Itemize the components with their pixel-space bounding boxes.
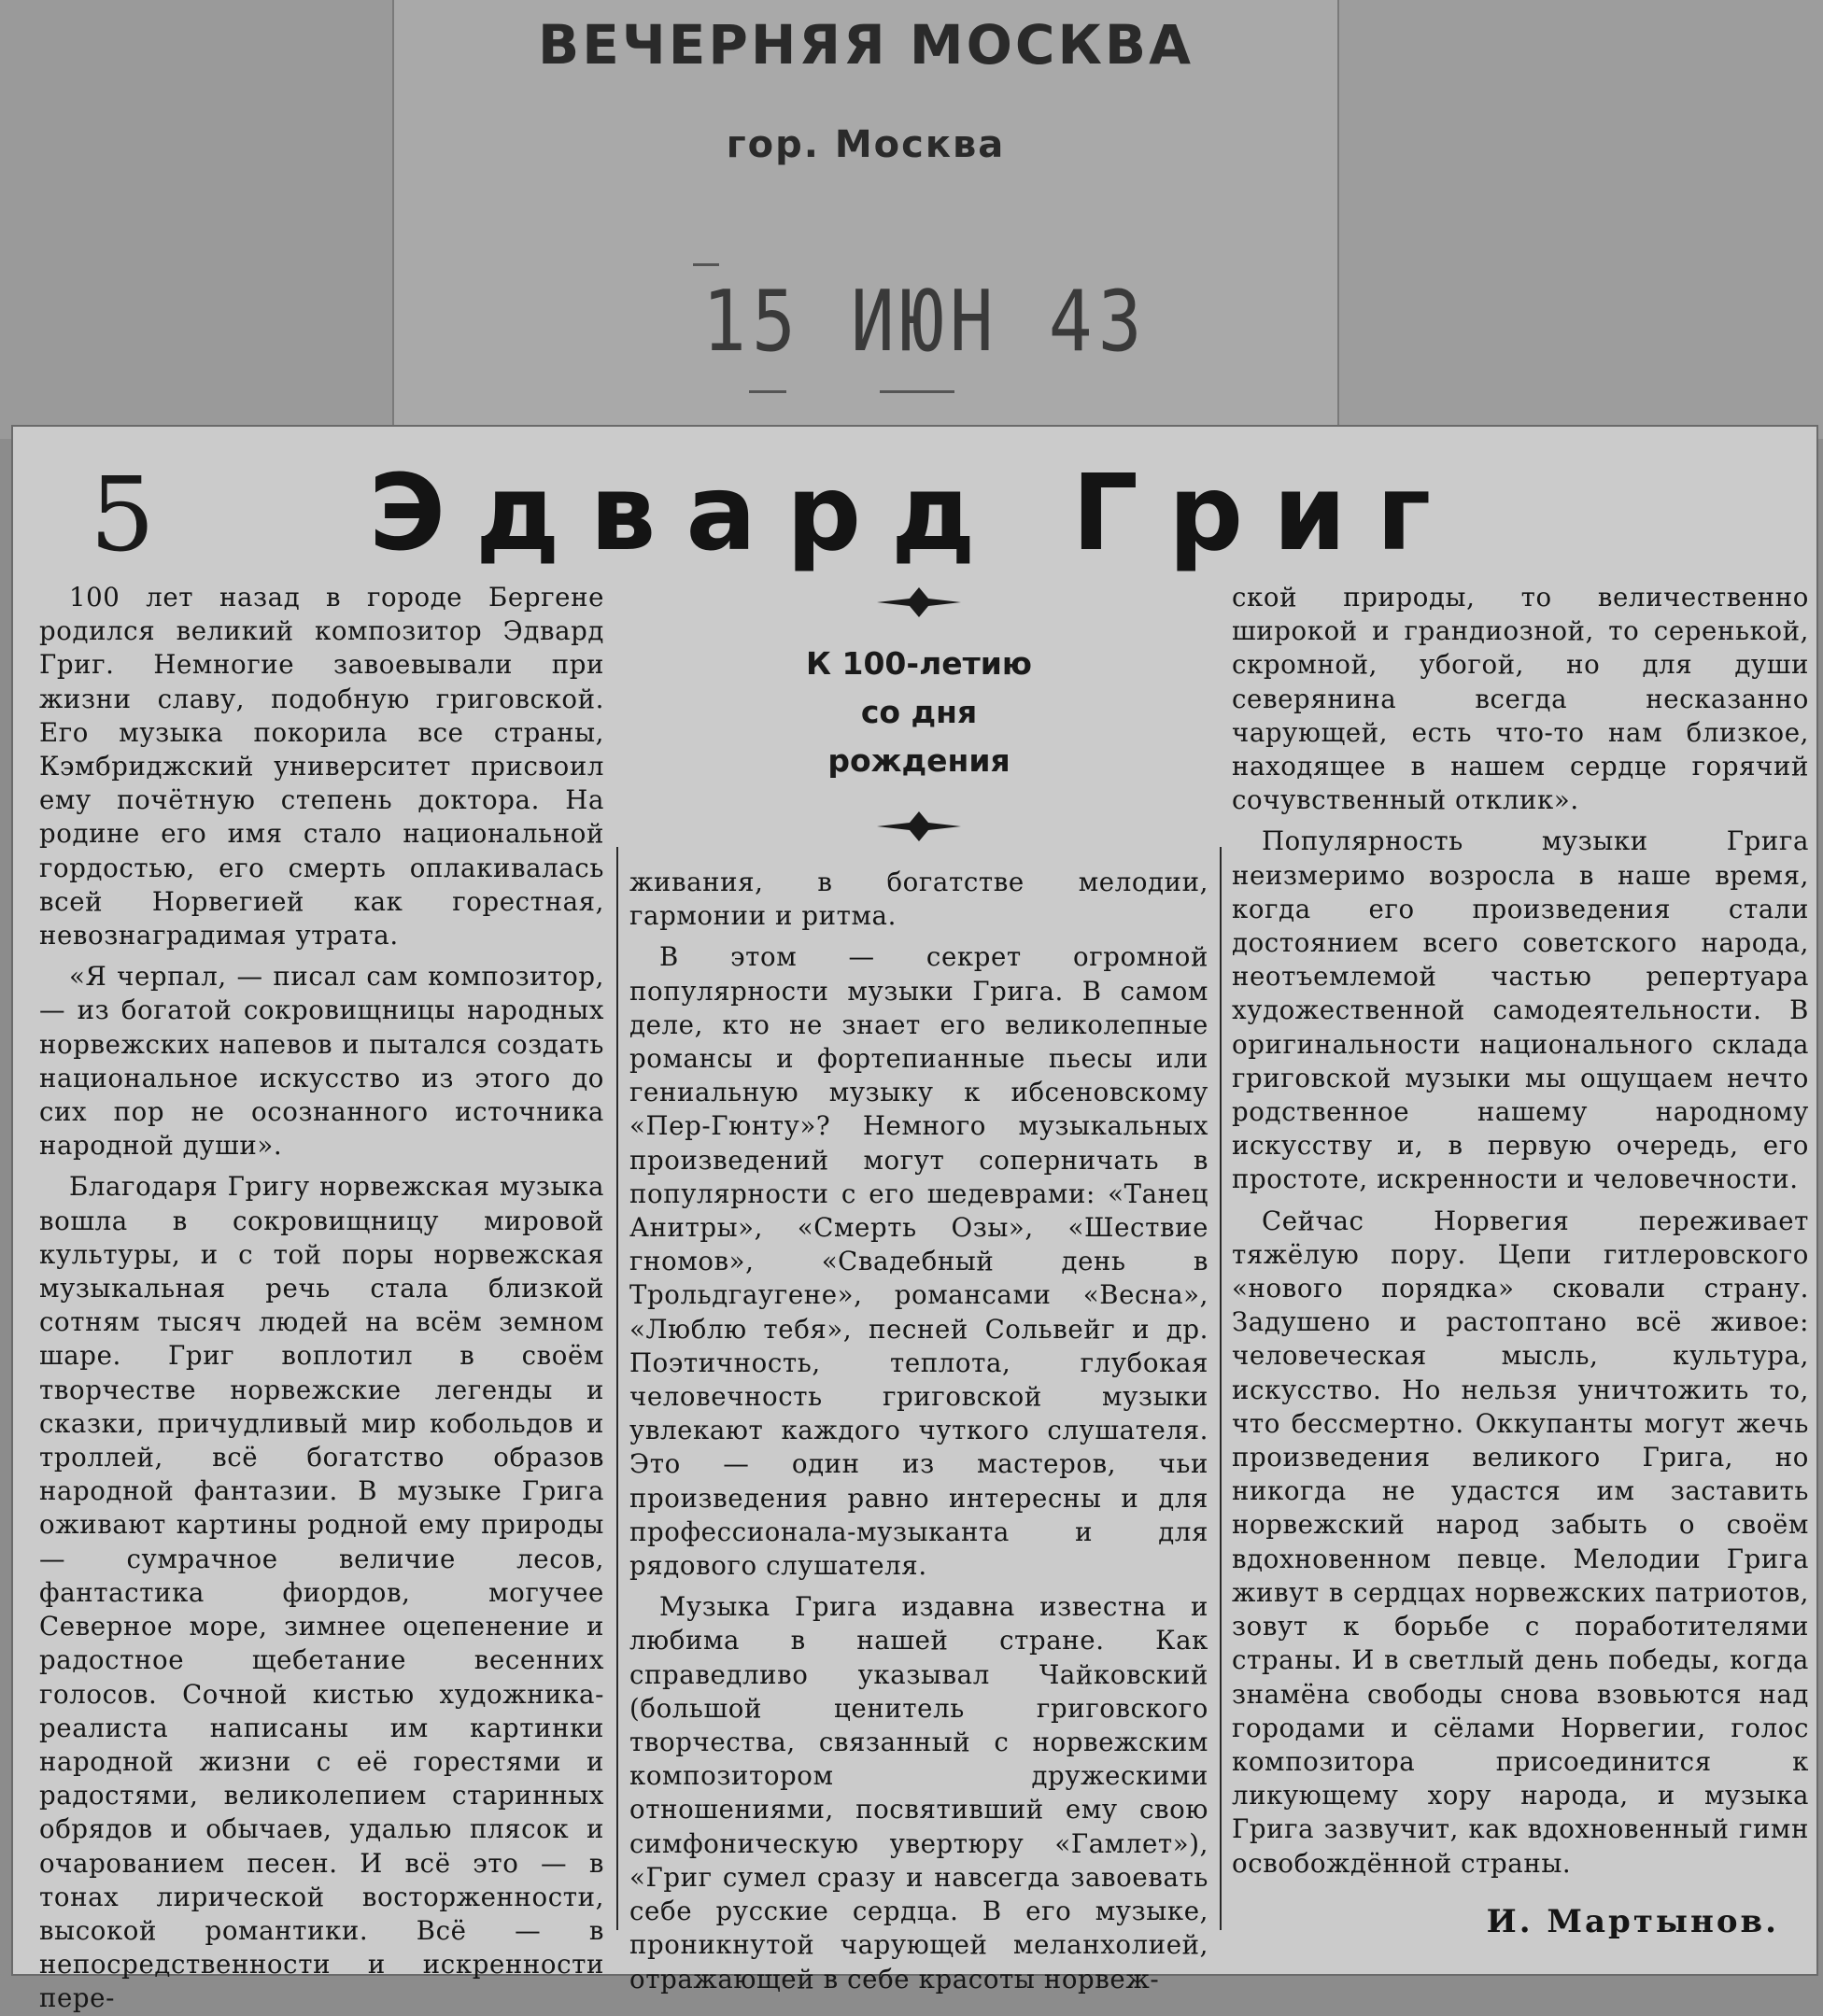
diamond-ornament-icon [877,810,961,843]
article-clipping [11,425,1818,2014]
backing-board-right [1335,0,1823,439]
stamp-dash-mark [749,390,786,393]
article-column-1 [39,581,604,2016]
stamp-dash-mark [880,390,954,393]
paragraph: Музыка Грига издавна известна и любима в нашей стране. Как справедливо указывал Чайковский (большой ценитель григовского творчества, связанный с норвежским композитором дружескими отношениями, посвятивший ему свою симфоническую увертюру «Гамлет»), «Григ сумел сразу и навсегда завоевать себе русские сердца. В его музыке, проникнутой чарующей меланхолией, отражающей в себе красоты норвеж- [629,1591,1208,1995]
paragraph: Благодаря Григу норвежская музыка вошла в сокровищницу мировой культуры, и с той поры норвежская музыкальная речь стала близкой сотням тысяч людей на всём земном шаре. Григ воплотил в своём творчестве норвежские легенды и сказки, причудливый мир кобольдов и троллей, всё богатство образов народной фантазии. В музыке Грига оживают картины родной ему природы — сумрачное величие лесов, фантастика фиордов, могучее Северное море, зимнее оцепенение и радостное щебетание весенних голосов. Сочной кистью художника-реалиста написаны им картинки народной жизни с её горестями и радостями, великолепием старинных обрядов и обычаев, удалью плясок и очарованием песен. И всё это — в тонах лирической восторженности, высокой романтики. Всё — в непосредственности и искренности пере- [39,1171,604,2014]
article-column-2 [629,866,1208,1996]
subtitle-line: со дня [860,694,978,730]
subtitle-line: рождения [827,742,1010,779]
date-stamp: 15 ИЮН 43 [702,274,1148,371]
paragraph: В этом — секрет огромной популярности музыки Грига. В самом деле, кто не знает его великолепные романсы и фортепианные пьесы или гениальную музыку к ибсеновскому «Пер-Гюнту»? Немного музыкальных произведений могут соперничать в популярности с его шедеврами: «Танец Анитры», «Смерть Озы», «Шествие гномов», «Свадебный день в Трольдгаугене», романсами «Весна», «Люблю тебя», песней Сольвейг и др. Поэтичность, теплота, глубокая человечность григовской музыки увлекают каждого чуткого слушателя. Это — один из мастеров, чьи произведения равно интересны и для профессионала-музыканта и для рядового слушателя. [629,941,1208,1582]
paragraph: живания, в богатстве мелодии, гармонии и ритма. [629,867,1208,932]
handwritten-mark: 5 [90,455,155,574]
diamond-ornament-icon [877,585,961,619]
newspaper-title: ВЕЧЕРНЯЯ МОСКВА [538,13,1194,77]
subtitle-line: К 100-летию [806,645,1032,682]
paragraph: Сейчас Норвегия переживает тяжёлую пору. Цепи гитлеровского «нового порядка» сковали страну. Задушено и растоптано всё живое: человеческая мысль, культура, искусство. Но нельзя уничтожить то, что бессмертно. Оккупанты могут жечь произведения великого Грига, но никогда не удастся им заставить норвежский народ забыть о своём вдохновенном певце. Мелодии Грига живут в сердцах норвежских патриотов, зовут к борьбе с поработителями страны. И в светлый день победы, когда знамёна свободы снова взовьются над городами и сёлами Норвегии, голос композитора присоединится к ликующему хору народа, и музыка Грига зазвучит, как вдохновенный гимн освобождённой страны. [1232,1205,1809,1879]
article-author: И. Мартынов. [1486,1903,1779,1940]
column-rule [1220,847,1222,1930]
paragraph: «Я черпал, — писал сам композитор, — из богатой сокровищницы народных норвежских напевов и пытался создать национальное искусство из этого до сих пор не осознанного источника народной души». [39,961,604,1162]
newspaper-city: гор. Москва [726,123,1006,166]
newspaper-stamp-sheet [392,0,1339,439]
paragraph: ской природы, то величественно широкой и грандиозной, то серенькой, скромной, убогой, но для души северянина всегда несказанно чарующей, есть что-то нам близкое, находящее в нашем сердце горячий сочувственный отклик». [1232,582,1809,816]
article-column-3 [1232,581,1809,1881]
article-subtitle [732,640,1106,785]
stamp-dash-mark [693,263,719,266]
paragraph: Популярность музыки Грига неизмеримо возросла в наше время, когда его произведения стали достоянием всего советского народа, неотъемлемой частью репертуара художественной самодеятельности. В оригинальности национального склада григовской музыки мы ощущаем нечто родственное нашему народному искусству и, в первую очередь, его простоте, искренности и человечности. [1232,825,1809,1195]
backing-board-left [0,0,392,439]
paragraph: 100 лет назад в городе Бергене родился великий композитор Эдвард Григ. Немногие завоевывали при жизни славу, подобную григовской. Его музыка покорила все страны, Кэмбриджский университет присвоил ему почётную степень доктора. На родине его имя стало национальной гордостью, его смерть оплакивалась всей Норвегией как горестная, невознаградимая утрата. [39,582,604,952]
column-rule [616,847,618,1930]
article-title: Эдвард Григ [368,453,1462,574]
